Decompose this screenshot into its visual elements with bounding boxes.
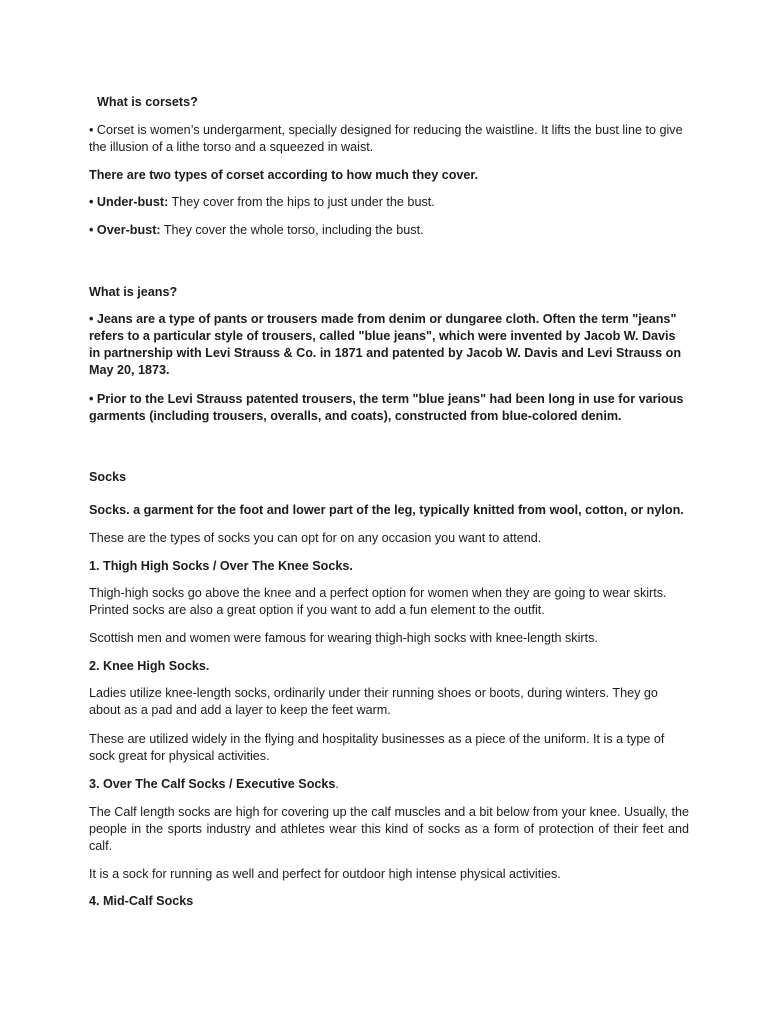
- sock-type1-title: 1. Thigh High Socks / Over The Knee Socks.: [89, 559, 353, 573]
- sock-type1-paragraph1: Thigh-high socks go above the knee and a perfect option for women when they are going to wear skirts. Printed socks are also a great option if you want to add a fun element to the outfit.: [89, 586, 667, 617]
- sock-type2-title: 2. Knee High Socks.: [89, 659, 210, 673]
- sock-type3-paragraph2: It is a sock for running as well and perfect for outdoor high intense physical activities.: [89, 867, 561, 881]
- corsets-types-intro: There are two types of corset according to how much they cover.: [89, 168, 479, 182]
- corset-under-bust: [89, 194, 689, 211]
- sock-type3-title-bold: 3. Over The Calf Socks / Executive Socks: [89, 777, 336, 791]
- under-bust-text: They cover from the hips to just under the bust.: [168, 195, 435, 209]
- sock-type1-paragraph2: Scottish men and women were famous for wearing thigh-high socks with knee-length skirts.: [89, 631, 598, 645]
- sock-type2-paragraph1: Ladies utilize knee-length socks, ordinarily under their running shoes or boots, during winters. They go about as a pad and add a layer to keep the feet warm.: [89, 686, 658, 717]
- sock-type3-title-tail: .: [335, 777, 339, 791]
- under-bust-label: • Under-bust:: [89, 195, 169, 209]
- sock-type4-title: 4. Mid-Calf Socks: [89, 894, 194, 908]
- socks-definition: Socks. a garment for the foot and lower part of the leg, typically knitted from wool, cotton, or nylon.: [89, 503, 684, 517]
- over-bust-text: They cover the whole torso, including the bust.: [160, 223, 424, 237]
- corset-over-bust: [89, 222, 689, 239]
- jeans-definition: • Jeans are a type of pants or trousers made from denim or dungaree cloth. Often the term "jeans" refers to a particular style of trousers, called "blue jeans", which were invented by Jacob W. Davis in partnership with Levi Strauss & Co. in 1871 and patented by Jacob W. Davis and Levi Strauss on May 20, 1873.: [89, 312, 682, 377]
- socks-types-intro: These are the types of socks you can opt for on any occasion you want to attend.: [89, 531, 542, 545]
- over-bust-label: • Over-bust:: [89, 223, 161, 237]
- socks-heading: Socks: [89, 470, 127, 484]
- sock-type3-paragraph1: The Calf length socks are high for covering up the calf muscles and a bit below from your knee. Usually, the people in the sports industry and athletes wear this kind of socks as a form of protection of their feet and calf.: [89, 805, 689, 853]
- sock-type2-paragraph2: These are utilized widely in the flying and hospitality businesses as a piece of the uniform. It is a type of sock great for physical activities.: [89, 732, 665, 763]
- corsets-heading: What is corsets?: [97, 95, 198, 109]
- jeans-heading: What is jeans?: [89, 285, 178, 299]
- sock-type3-title: [89, 776, 689, 793]
- jeans-history: • Prior to the Levi Strauss patented trousers, the term "blue jeans" had been long in use for various garments (including trousers, overalls, and coats), constructed from blue-colored denim.: [89, 392, 684, 423]
- corsets-definition: • Corset is women’s undergarment, specially designed for reducing the waistline. It lifts the bust line to give the illusion of a lithe torso and a squeezed in waist.: [89, 123, 683, 154]
